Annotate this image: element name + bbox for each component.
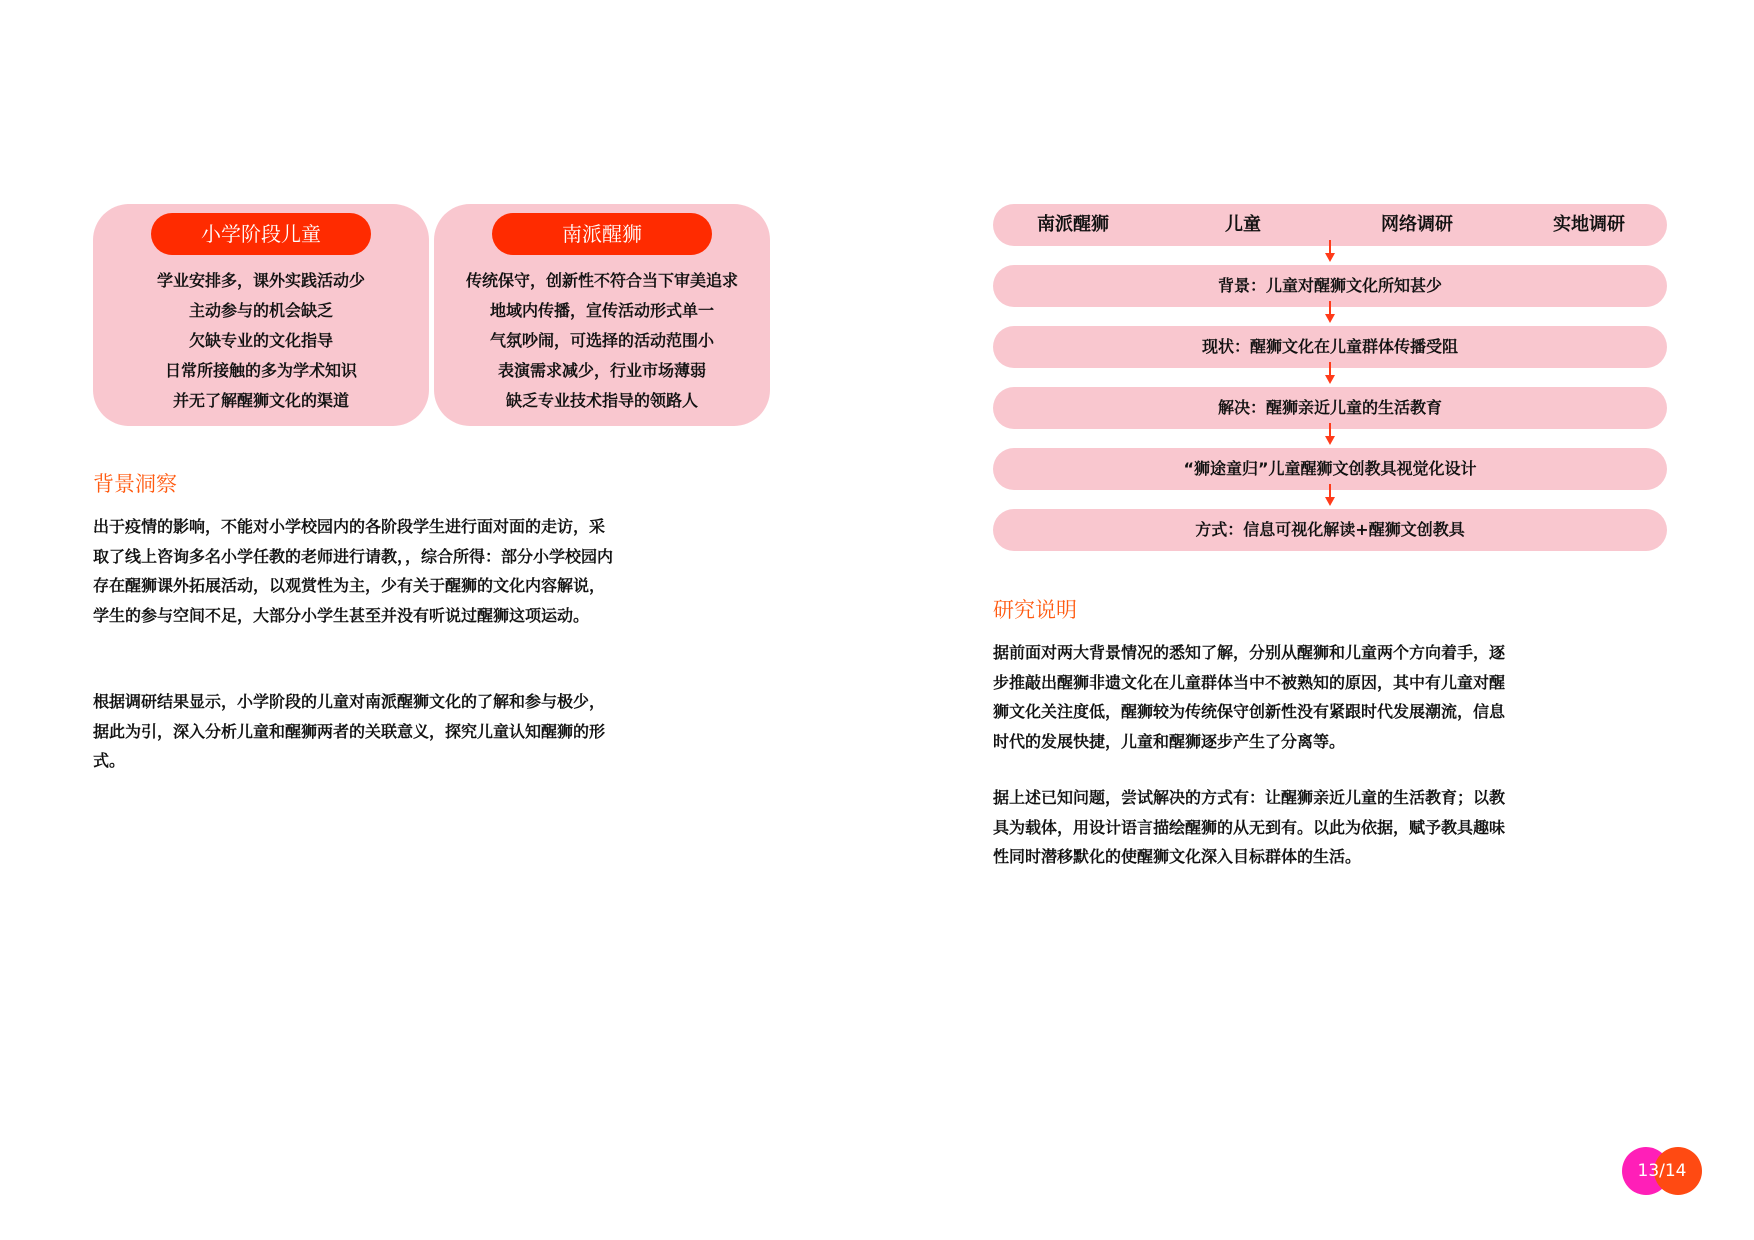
- flow-top-item: 网络调研: [1381, 214, 1453, 235]
- flow-step-design: “狮途童归”儿童醒狮文创教具视觉化设计: [993, 448, 1667, 490]
- card-lines: [93, 266, 429, 416]
- card-title: 小学阶段儿童: [151, 213, 371, 255]
- card-southern-lion: [434, 204, 770, 426]
- card-line: 学业安排多，课外实践活动少: [156, 271, 365, 290]
- card-line: 缺乏专业技术指导的领路人: [505, 391, 698, 410]
- page-number-badge: [1622, 1147, 1702, 1195]
- research-title: 研究说明: [993, 598, 1077, 622]
- card-line: 气氛吵闹，可选择的活动范围小: [489, 331, 714, 350]
- flow-top-item: 南派醒狮: [1037, 214, 1109, 235]
- background-title: 背景洞察: [93, 472, 177, 496]
- background-paragraph-2: 根据调研结果显示，小学阶段的儿童对南派醒狮文化的了解和参与极少，据此为引，深入分析儿童和醒狮两者的关联意义，探究儿童认知醒狮的形式。: [93, 692, 606, 770]
- flow-top-item: 儿童: [1225, 214, 1261, 235]
- flow-step-status: 现状：醒狮文化在儿童群体传播受阻: [993, 326, 1667, 368]
- card-line: 日常所接触的多为学术知识: [164, 361, 357, 380]
- research-paragraph-2: 据上述已知问题，尝试解决的方式有：让醒狮亲近儿童的生活教育；以教具为载体，用设计语言描绘醒狮的从无到有。以此为依据，赋予教具趣味性同时潜移默化的使醒狮文化深入目标群体的生活。: [993, 788, 1506, 866]
- card-primary-children: [93, 204, 429, 426]
- flow-arrow-icon: [1325, 484, 1335, 506]
- background-paragraph-1: 出于疫情的影响，不能对小学校园内的各阶段学生进行面对面的走访，采取了线上咨询多名小学任教的老师进行请教，，综合所得：部分小学校园内存在醒狮课外拓展活动，以观赏性为主，少有关于醒狮的文化内容解说，学生的参与空间不足，大部分小学生甚至并没有听说过醒狮这项运动。: [93, 517, 614, 625]
- page-number: 13/14: [1637, 1161, 1687, 1181]
- flow-arrow-icon: [1325, 423, 1335, 445]
- card-lines: [434, 266, 770, 416]
- card-line: 主动参与的机会缺乏: [188, 301, 333, 320]
- card-line: 传统保守，创新性不符合当下审美追求: [465, 271, 738, 290]
- flow-arrow-icon: [1325, 362, 1335, 384]
- flow-step-solution: 解决：醒狮亲近儿童的生活教育: [993, 387, 1667, 429]
- card-line: 欠缺专业的文化指导: [188, 331, 333, 350]
- flow-arrow-icon: [1325, 301, 1335, 323]
- flow-arrow-icon: [1325, 240, 1335, 262]
- research-paragraph-1: 据前面对两大背景情况的悉知了解，分别从醒狮和儿童两个方向着手，逐步推敲出醒狮非遗文化在儿童群体当中不被熟知的原因，其中有儿童对醒狮文化关注度低，醒狮较为传统保守创新性没有紧跟时代发展潮流，信息时代的发展快捷，儿童和醒狮逐步产生了分离等。: [993, 643, 1506, 751]
- card-line: 并无了解醒狮文化的渠道: [172, 391, 349, 410]
- card-line: 表演需求减少，行业市场薄弱: [497, 361, 706, 380]
- flow-step-method: 方式：信息可视化解读+醒狮文创教具: [993, 509, 1667, 551]
- card-line: 地域内传播，宣传活动形式单一: [489, 301, 714, 320]
- flow-top-item: 实地调研: [1553, 214, 1625, 235]
- card-title: 南派醒狮: [492, 213, 712, 255]
- flow-step-background: 背景：儿童对醒狮文化所知甚少: [993, 265, 1667, 307]
